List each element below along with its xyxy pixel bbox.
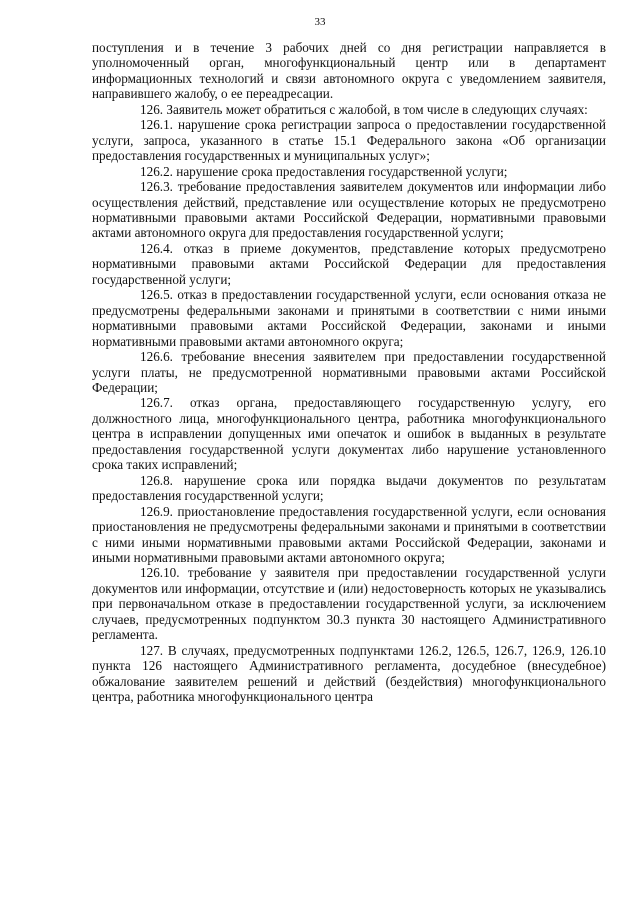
paragraph-126-10: 126.10. требование у заявителя при предоставлении государственной услуги документов или информации, отсутствие и (или) недостоверность которых не указывались при первоначальном отказе в предоставлении государственной услуги, за исключением случаев, предусмотренных подпунктом 30.3 пункта 30 настоящего Административного регламента.	[92, 565, 606, 643]
paragraph-126-9: 126.9. приостановление предоставления государственной услуги, если основания приостановления не предусмотрены федеральными законами и принятыми в соответствии с ними иными нормативными правовыми актами Российской Федерации, законами и иными нормативными правовыми актами автономного округа;	[92, 503, 606, 565]
paragraph-126-3: 126.3. требование предоставления заявителем документов или информации либо осуществления действий, представление или осуществление которых не предусмотрено нормативными правовыми актами Российской Федерации, нормативными правовыми актами автономного округа для предоставления государственной услуги;	[92, 179, 606, 241]
paragraph-126-8: 126.8. нарушение срока или порядка выдачи документов по результатам предоставления государственной услуги;	[92, 472, 606, 504]
document-body	[92, 40, 606, 704]
page-number: 33	[314, 16, 326, 28]
paragraph-126-1: 126.1. нарушение срока регистрации запроса о предоставлении государственной услуги, запроса, указанного в статье 15.1 Федерального закона «Об организации предоставления государственных и муниципальных услуг»;	[92, 117, 606, 164]
paragraph-126-6: 126.6. требование внесения заявителем при предоставлении государственной услуги платы, не предусмотренной нормативными правовыми актами Российской Федерации;	[92, 349, 606, 395]
paragraph-126-7: 126.7. отказ органа, предоставляющего государственную услугу, его должностного лица, многофункционального центра, работника многофункционального центра в исправлении допущенных ими опечаток и ошибок в выданных в результате предоставления государственной услуги документах либо нарушение установленного срока таких исправлений;	[92, 395, 606, 473]
paragraph-continuation: поступления и в течение 3 рабочих дней со дня регистрации направляется в уполномоченный орган, многофункциональный центр или в департамент информационных технологий и связи автономного округа с уведомлением заявителя, направившего жалобу, о ее переадресации.	[92, 40, 606, 102]
paragraph-126-4: 126.4. отказ в приеме документов, представление которых предусмотрено нормативными правовыми актами Российской Федерации для предоставления государственной услуги;	[92, 240, 606, 287]
paragraph-126-5: 126.5. отказ в предоставлении государственной услуги, если основания отказа не предусмотрены федеральными законами и принятыми в соответствии с ними иными нормативными правовыми актами Российской Федерации, законами и иными нормативными правовыми актами автономного округа;	[92, 287, 606, 349]
paragraph-127: 127. В случаях, предусмотренных подпунктами 126.2, 126.5, 126.7, 126.9, 126.10 пункта 126 настоящего Административного регламента, досудебное (внесудебное) обжалование заявителем решений и действий (бездействия) многофункционального центра, работника многофункционального центра	[92, 642, 606, 705]
paragraph-126: 126. Заявитель может обратиться с жалобой, в том числе в следующих случаях:	[140, 101, 588, 117]
paragraph-126-2: 126.2. нарушение срока предоставления государственной услуги;	[140, 163, 508, 179]
